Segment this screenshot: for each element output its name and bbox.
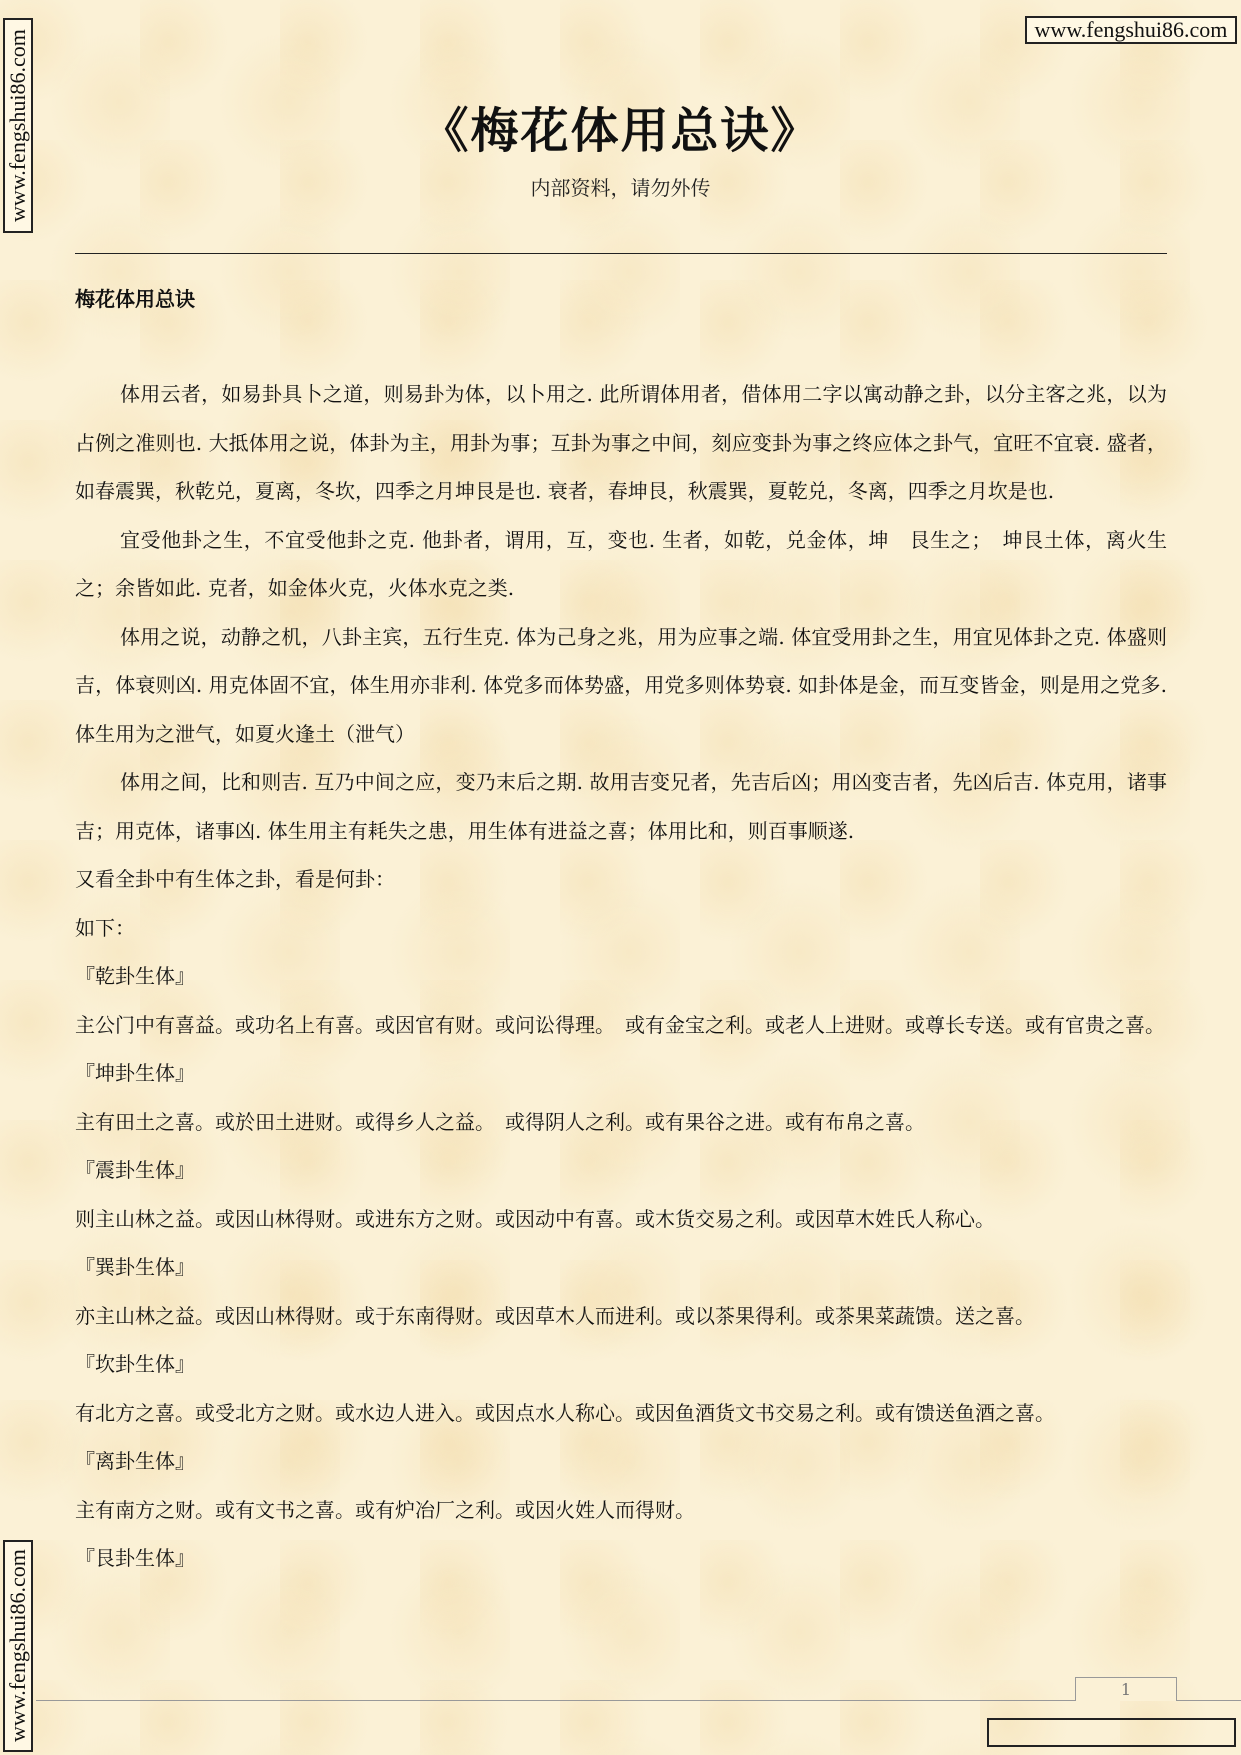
paragraph: 体用之间，比和则吉. 互乃中间之应，变乃末后之期. 故用吉变兄者，先吉后凶；用凶变吉者，先凶后吉. 体克用，诸事吉；用克体，诸事凶. 体生用主有耗失之患，用生体有进益之喜；体用比和，则百事顺遂. (75, 770, 1167, 843)
watermark-top: www.fengshui86.com (1025, 16, 1237, 44)
header-divider (75, 253, 1167, 254)
paragraph: 宜受他卦之生，不宜受他卦之克. 他卦者，谓用，互，变也. 生者，如乾，兑金体，坤 艮生之； 坤艮土体，离火生之；余皆如此. 克者，如金体火克，火体水克之类. (75, 527, 1167, 600)
paragraph: 体用之说，动静之机，八卦主宾，五行生克. 体为己身之兆，用为应事之端. 体宜受用卦之生，用宜见体卦之克. 体盛则吉，体衰则凶. 用克体固不宜，体生用亦非利. 体党多而体势盛，用党多则体势衰. 如卦体是金，而互变皆金，则是用之党多. 体生用为之泄气，如夏火逢土（泄气） (75, 624, 1167, 746)
paragraph: 主公门中有喜益。或功名上有喜。或因官有财。或问讼得理。 或有金宝之利。或老人上进财。或尊长专送。或有官贵之喜。 (75, 1012, 1165, 1037)
document-title: 《梅花体用总诀》 (420, 103, 821, 159)
paragraph: 体用云者，如易卦具卜之道，则易卦为体，以卜用之. 此所谓体用者，借体用二字以寓动静之卦，以分主客之兆，以为占例之准则也. 大抵体用之说，体卦为主，用卦为事；互卦为事之中间，刻应变卦为事之终应体之卦气，宜旺不宜衰. 盛者，如春震巽，秋乾兑，夏离，冬坎，四季之月坤艮是也. 衰者，春坤艮，秋震巽，夏乾兑，冬离，四季之月坎是也. (75, 382, 1167, 503)
trigram-heading: 『巽卦生体』 (75, 1255, 195, 1279)
document-body (75, 370, 1167, 1583)
watermark-side-bottom: www.fengshui86.com (3, 1540, 33, 1752)
document-subtitle: 内部资料，请勿外传 (530, 176, 711, 200)
footer-box (987, 1718, 1236, 1747)
trigram-heading: 『坤卦生体』 (75, 1061, 195, 1085)
paragraph: 则主山林之益。或因山林得财。或进东方之财。或因动中有喜。或木货交易之利。或因草木姓氏人称心。 (75, 1206, 995, 1231)
watermark-side-top: www.fengshui86.com (3, 18, 33, 233)
trigram-heading: 『坎卦生体』 (75, 1352, 195, 1376)
section-title: 梅花体用总诀 (75, 287, 195, 311)
paragraph: 又看全卦中有生体之卦，看是何卦： (75, 867, 395, 891)
footer-divider (36, 1700, 1241, 1701)
paragraph: 主有田土之喜。或於田土进财。或得乡人之益。 或得阴人之利。或有果谷之进。或有布帛之喜。 (75, 1109, 925, 1134)
paragraph: 有北方之喜。或受北方之财。或水边人进入。或因点水人称心。或因鱼酒货文书交易之利。或有馈送鱼酒之喜。 (75, 1400, 1055, 1425)
trigram-heading: 『乾卦生体』 (75, 964, 195, 988)
trigram-heading: 『离卦生体』 (75, 1449, 195, 1473)
paragraph: 主有南方之财。或有文书之喜。或有炉冶厂之利。或因火姓人而得财。 (75, 1497, 695, 1522)
paragraph: 如下： (75, 915, 135, 940)
trigram-heading: 『艮卦生体』 (75, 1546, 195, 1570)
page-number: 1 (1075, 1677, 1177, 1701)
trigram-heading: 『震卦生体』 (75, 1158, 195, 1182)
paragraph: 亦主山林之益。或因山林得财。或于东南得财。或因草木人而进利。或以茶果得利。或茶果菜蔬馈。送之喜。 (75, 1303, 1035, 1328)
